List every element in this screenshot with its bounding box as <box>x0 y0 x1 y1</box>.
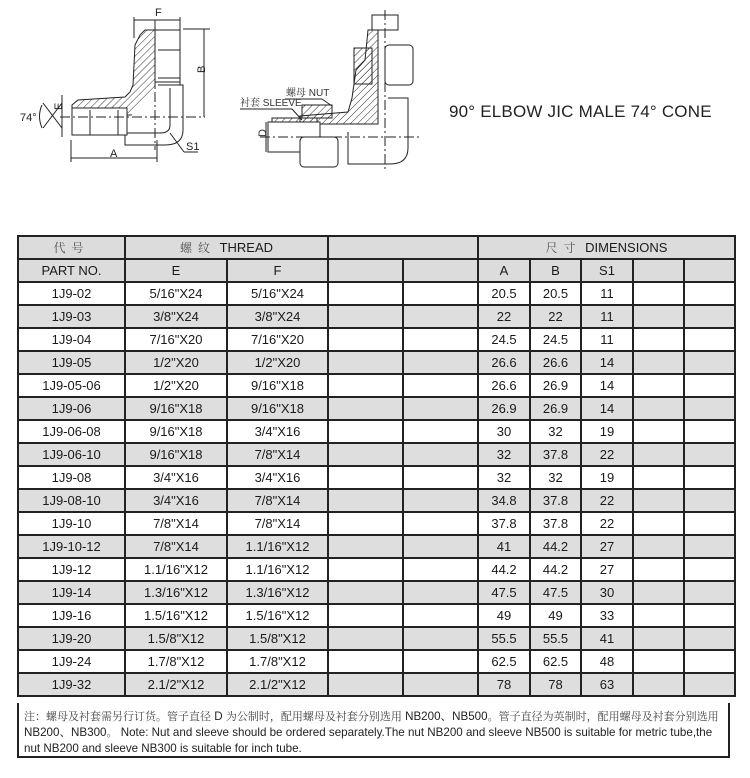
cell-blank <box>403 627 478 650</box>
label-B: B <box>196 65 208 73</box>
cell-e: 9/16"X18 <box>125 397 227 420</box>
cell-blank <box>328 673 403 696</box>
header-col-A: A <box>478 259 530 282</box>
cell-blank <box>328 535 403 558</box>
cell-a: 55.5 <box>478 627 530 650</box>
cell-a: 34.8 <box>478 489 530 512</box>
cell-f: 3/4"X16 <box>227 466 328 489</box>
cell-s1: 14 <box>581 397 633 420</box>
cell-part: 1J9-05-06 <box>18 374 125 397</box>
cell-blank <box>403 489 478 512</box>
cell-blank <box>684 397 735 420</box>
cell-blank <box>684 558 735 581</box>
cell-blank <box>403 673 478 696</box>
cell-a: 32 <box>478 466 530 489</box>
cell-e: 1.1/16"X12 <box>125 558 227 581</box>
cell-part: 1J9-14 <box>18 581 125 604</box>
cell-a: 49 <box>478 604 530 627</box>
cell-part: 1J9-06 <box>18 397 125 420</box>
cell-blank <box>403 328 478 351</box>
cell-part: 1J9-10-12 <box>18 535 125 558</box>
cell-b: 37.8 <box>530 512 581 535</box>
cell-blank <box>328 351 403 374</box>
cell-e: 5/16"X24 <box>125 282 227 305</box>
cell-b: 32 <box>530 420 581 443</box>
cell-e: 3/4"X16 <box>125 489 227 512</box>
cell-blank <box>684 328 735 351</box>
cell-f: 1.1/16"X12 <box>227 558 328 581</box>
header-col-E: E <box>125 259 227 282</box>
cell-s1: 27 <box>581 558 633 581</box>
table-row <box>18 282 735 305</box>
cell-blank <box>684 466 735 489</box>
cell-b: 24.5 <box>530 328 581 351</box>
cell-f: 5/16"X24 <box>227 282 328 305</box>
cell-s1: 19 <box>581 420 633 443</box>
cell-blank <box>684 351 735 374</box>
cell-blank <box>328 397 403 420</box>
table-row <box>18 351 735 374</box>
cell-blank <box>684 581 735 604</box>
table-row <box>18 466 735 489</box>
cell-blank <box>403 282 478 305</box>
cell-s1: 14 <box>581 374 633 397</box>
cell-a: 22 <box>478 305 530 328</box>
cell-part: 1J9-08-10 <box>18 489 125 512</box>
cell-f: 9/16"X18 <box>227 397 328 420</box>
cell-a: 47.5 <box>478 581 530 604</box>
cell-blank <box>684 604 735 627</box>
label-D: D <box>257 129 269 137</box>
table-row <box>18 535 735 558</box>
table-row <box>18 512 735 535</box>
header-part-cn: 代号 <box>18 236 125 259</box>
table-row <box>18 305 735 328</box>
cell-e: 3/8"X24 <box>125 305 227 328</box>
cell-s1: 22 <box>581 443 633 466</box>
label-F: F <box>155 7 162 19</box>
cell-blank <box>403 443 478 466</box>
cell-s1: 11 <box>581 328 633 351</box>
cell-f: 1/2"X20 <box>227 351 328 374</box>
cell-blank <box>633 558 684 581</box>
cell-b: 26.6 <box>530 351 581 374</box>
cell-blank <box>328 604 403 627</box>
cell-blank <box>633 443 684 466</box>
cell-b: 37.8 <box>530 489 581 512</box>
table-row <box>18 604 735 627</box>
cell-a: 24.5 <box>478 328 530 351</box>
cell-blank <box>328 282 403 305</box>
cell-blank <box>633 351 684 374</box>
cell-blank <box>403 650 478 673</box>
cell-e: 7/8"X14 <box>125 535 227 558</box>
cell-b: 26.9 <box>530 397 581 420</box>
cell-f: 3/4"X16 <box>227 420 328 443</box>
cell-e: 3/4"X16 <box>125 466 227 489</box>
cell-blank <box>328 512 403 535</box>
cell-blank <box>328 420 403 443</box>
cell-b: 37.8 <box>530 443 581 466</box>
cell-e: 1.5/16"X12 <box>125 604 227 627</box>
table-row <box>18 627 735 650</box>
cell-blank <box>684 535 735 558</box>
cell-blank <box>633 604 684 627</box>
cell-blank <box>328 627 403 650</box>
elbow-section-drawing <box>40 17 211 162</box>
cell-b: 26.9 <box>530 374 581 397</box>
cell-a: 26.6 <box>478 374 530 397</box>
cell-part: 1J9-04 <box>18 328 125 351</box>
assembly-drawing <box>240 10 420 170</box>
cell-f: 1.5/8"X12 <box>227 627 328 650</box>
cell-s1: 27 <box>581 535 633 558</box>
cell-b: 49 <box>530 604 581 627</box>
cell-e: 7/8"X14 <box>125 512 227 535</box>
cell-a: 78 <box>478 673 530 696</box>
cell-blank <box>403 305 478 328</box>
cell-blank <box>328 305 403 328</box>
header-thread: 螺纹 THREAD <box>125 236 328 259</box>
cell-e: 2.1/2"X12 <box>125 673 227 696</box>
table-row <box>18 328 735 351</box>
cell-blank <box>684 650 735 673</box>
label-A: A <box>110 148 118 160</box>
notes-english: Note: Nut and sleeve should be ordered separately.The nut NB200 and sleeve NB500 is suitable for metric tube,the nut NB200 and sleeve NB300 is suitable for inch tube. <box>24 726 713 755</box>
header-blank <box>328 236 478 259</box>
cell-s1: 19 <box>581 466 633 489</box>
cell-blank <box>403 466 478 489</box>
cell-part: 1J9-10 <box>18 512 125 535</box>
cell-blank <box>633 282 684 305</box>
cell-blank <box>684 420 735 443</box>
cell-part: 1J9-05 <box>18 351 125 374</box>
cell-b: 78 <box>530 673 581 696</box>
header-part-en: PART NO. <box>18 259 125 282</box>
header-blank <box>403 259 478 282</box>
cell-b: 47.5 <box>530 581 581 604</box>
cell-blank <box>328 443 403 466</box>
cell-blank <box>328 374 403 397</box>
cell-e: 1.3/16"X12 <box>125 581 227 604</box>
cell-blank <box>633 328 684 351</box>
cell-e: 1.7/8"X12 <box>125 650 227 673</box>
cell-blank <box>684 627 735 650</box>
cell-e: 7/16"X20 <box>125 328 227 351</box>
cell-f: 1.5/16"X12 <box>227 604 328 627</box>
cell-a: 26.6 <box>478 351 530 374</box>
table-row <box>18 420 735 443</box>
cell-blank <box>684 512 735 535</box>
cell-blank <box>633 466 684 489</box>
label-S1: S1 <box>186 141 200 153</box>
cell-e: 1/2"X20 <box>125 374 227 397</box>
cell-e: 1/2"X20 <box>125 351 227 374</box>
cell-blank <box>633 512 684 535</box>
cell-blank <box>633 305 684 328</box>
table-row <box>18 650 735 673</box>
notes-box: 注：螺母及衬套需另行订货。管子直径 D 为公制时，配用螺母及衬套分别选用 NB200、NB500。管子直径为英制时，配用螺母及衬套分别选用 NB200、NB300。 Note: Nut and sleeve should be ordered separately.The nut NB200 and sleeve NB500 is suitable for metric tube,the nut NB200 and sleeve NB300 is suitable for inch tube. <box>17 703 730 758</box>
cell-blank <box>328 558 403 581</box>
cell-f: 3/8"X24 <box>227 305 328 328</box>
cell-e: 9/16"X18 <box>125 420 227 443</box>
cell-blank <box>403 558 478 581</box>
label-angle: 74° <box>20 112 37 124</box>
cell-blank <box>633 581 684 604</box>
cell-a: 37.8 <box>478 512 530 535</box>
table-row <box>18 397 735 420</box>
cell-b: 22 <box>530 305 581 328</box>
cell-f: 7/8"X14 <box>227 489 328 512</box>
cell-blank <box>328 581 403 604</box>
cell-b: 32 <box>530 466 581 489</box>
cell-a: 62.5 <box>478 650 530 673</box>
cell-part: 1J9-06-08 <box>18 420 125 443</box>
cell-a: 26.9 <box>478 397 530 420</box>
cell-part: 1J9-08 <box>18 466 125 489</box>
cell-a: 20.5 <box>478 282 530 305</box>
cell-s1: 48 <box>581 650 633 673</box>
cell-blank <box>684 443 735 466</box>
cell-f: 7/8"X14 <box>227 443 328 466</box>
cell-blank <box>633 420 684 443</box>
spec-table <box>17 235 736 697</box>
cell-e: 1.5/8"X12 <box>125 627 227 650</box>
cell-blank <box>403 351 478 374</box>
cell-blank <box>684 489 735 512</box>
table-row <box>18 443 735 466</box>
cell-blank <box>403 397 478 420</box>
label-nut: 螺母 NUT <box>286 88 330 99</box>
table-row <box>18 558 735 581</box>
cell-s1: 33 <box>581 604 633 627</box>
header-blank <box>633 259 684 282</box>
cell-f: 7/8"X14 <box>227 512 328 535</box>
cell-s1: 63 <box>581 673 633 696</box>
label-E: E <box>53 102 65 110</box>
cell-blank <box>403 420 478 443</box>
cell-blank <box>684 305 735 328</box>
cell-a: 41 <box>478 535 530 558</box>
cell-blank <box>403 512 478 535</box>
cell-b: 44.2 <box>530 535 581 558</box>
cell-s1: 11 <box>581 305 633 328</box>
cell-f: 2.1/2"X12 <box>227 673 328 696</box>
cell-blank <box>328 328 403 351</box>
cell-s1: 22 <box>581 489 633 512</box>
cell-s1: 11 <box>581 282 633 305</box>
cell-s1: 30 <box>581 581 633 604</box>
cell-part: 1J9-20 <box>18 627 125 650</box>
cell-blank <box>403 581 478 604</box>
cell-f: 7/16"X20 <box>227 328 328 351</box>
cell-f: 1.3/16"X12 <box>227 581 328 604</box>
cell-f: 9/16"X18 <box>227 374 328 397</box>
cell-blank <box>633 535 684 558</box>
cell-part: 1J9-24 <box>18 650 125 673</box>
cell-b: 62.5 <box>530 650 581 673</box>
cell-s1: 41 <box>581 627 633 650</box>
cell-b: 55.5 <box>530 627 581 650</box>
cell-blank <box>633 489 684 512</box>
header-col-F: F <box>227 259 328 282</box>
table-row <box>18 581 735 604</box>
cell-blank <box>328 466 403 489</box>
header-col-B: B <box>530 259 581 282</box>
header-row-2 <box>18 259 735 282</box>
cell-part: 1J9-32 <box>18 673 125 696</box>
cell-blank <box>328 650 403 673</box>
cell-blank <box>633 627 684 650</box>
cell-b: 44.2 <box>530 558 581 581</box>
header-row-1 <box>18 236 735 259</box>
cell-f: 1.7/8"X12 <box>227 650 328 673</box>
header-dimensions: 尺寸 DIMENSIONS <box>478 236 735 259</box>
cell-a: 44.2 <box>478 558 530 581</box>
header-blank <box>684 259 735 282</box>
cell-blank <box>633 673 684 696</box>
cell-part: 1J9-16 <box>18 604 125 627</box>
cell-a: 32 <box>478 443 530 466</box>
cell-blank <box>684 673 735 696</box>
cell-blank <box>328 489 403 512</box>
cell-blank <box>684 282 735 305</box>
table-row <box>18 489 735 512</box>
cell-blank <box>633 650 684 673</box>
header-col-S1: S1 <box>581 259 633 282</box>
table-row <box>18 673 735 696</box>
cell-part: 1J9-12 <box>18 558 125 581</box>
cell-b: 20.5 <box>530 282 581 305</box>
cell-e: 9/16"X18 <box>125 443 227 466</box>
label-sleeve: 衬套 SLEEVE <box>240 98 302 109</box>
cell-blank <box>633 374 684 397</box>
cell-part: 1J9-03 <box>18 305 125 328</box>
table-row <box>18 374 735 397</box>
cell-blank <box>633 397 684 420</box>
cell-f: 1.1/16"X12 <box>227 535 328 558</box>
cell-s1: 22 <box>581 512 633 535</box>
cell-blank <box>403 535 478 558</box>
cell-a: 30 <box>478 420 530 443</box>
cell-blank <box>684 374 735 397</box>
header-blank <box>328 259 403 282</box>
cell-blank <box>403 604 478 627</box>
cell-blank <box>403 374 478 397</box>
cell-part: 1J9-06-10 <box>18 443 125 466</box>
cell-part: 1J9-02 <box>18 282 125 305</box>
cell-s1: 14 <box>581 351 633 374</box>
product-title: 90° ELBOW JIC MALE 74° CONE <box>449 102 712 121</box>
